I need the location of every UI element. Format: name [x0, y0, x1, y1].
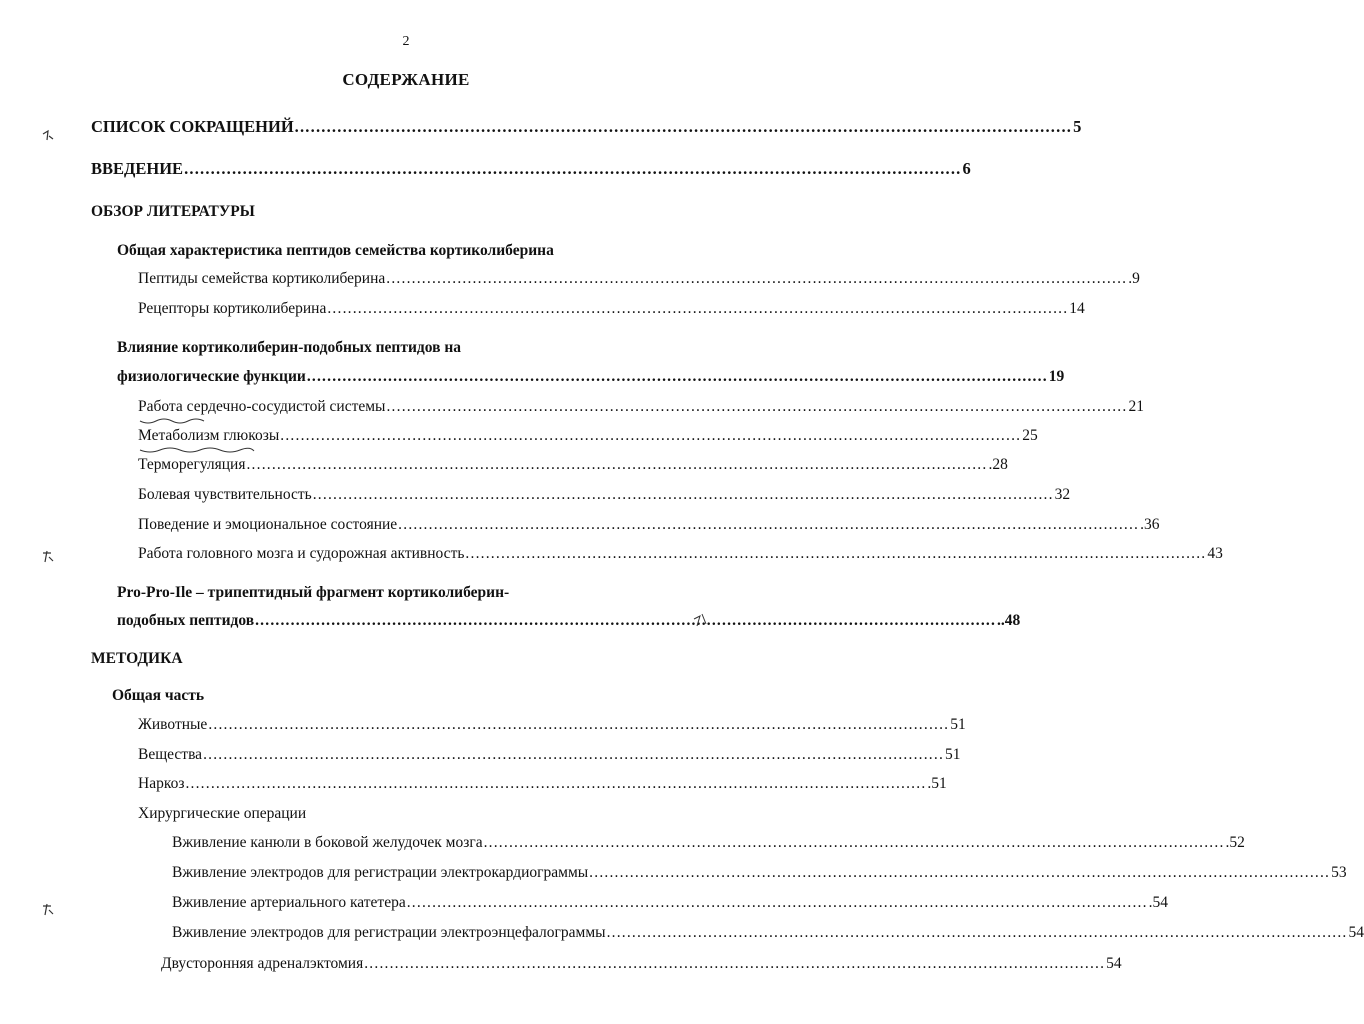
toc-entry-page: 21: [1128, 398, 1144, 415]
toc-entry-page: .54: [1148, 894, 1169, 911]
toc-entry-page: 54: [1348, 924, 1364, 941]
toc-entry-ppi-peptides[interactable]: [117, 612, 1021, 634]
leader-dots: ..................................................................................................................................................: [184, 159, 962, 178]
toc-entry-label: Болевая чувствительность: [138, 486, 312, 503]
toc-entry-cardiovascular[interactable]: [138, 398, 1144, 420]
leader-dots: ..................................................................................................................................................: [208, 716, 950, 733]
toc-entry-label: Пептиды семейства кортиколиберина: [138, 270, 386, 287]
toc-entry-anesthesia[interactable]: [138, 775, 947, 797]
toc-heading-influence[interactable]: Влияние кортиколиберин-подобных пептидов на: [117, 339, 462, 356]
toc-entry-pain[interactable]: [138, 486, 1071, 508]
toc-entry-label: Вживление артериального катетера: [172, 894, 406, 911]
toc-entry-page: ..48: [997, 612, 1021, 629]
toc-entry-ecg-electrodes[interactable]: [172, 864, 1347, 886]
toc-heading-ppi[interactable]: Pro-Pro-Ile – трипептидный фрагмент кортиколиберин-: [117, 584, 510, 601]
margin-scan-mark-icon: [40, 902, 56, 918]
toc-entry-page: 51: [945, 746, 961, 763]
toc-entry-page: 6: [962, 159, 971, 178]
toc-heading-methods[interactable]: МЕТОДИКА: [91, 650, 183, 667]
toc-entry-label: Метаболизм глюкозы: [138, 427, 280, 444]
toc-entry-label: Вживление канюли в боковой желудочек мозга: [172, 834, 483, 851]
toc-entry-adrenalectomy[interactable]: [161, 955, 1122, 977]
leader-dots: ..................................................................................................................................................: [294, 117, 1073, 136]
toc-entry-label: ВВЕДЕНИЕ: [91, 159, 184, 178]
toc-entry-page: 14: [1069, 300, 1085, 317]
toc-heading-literature-review[interactable]: ОБЗОР ЛИТЕРАТУРЫ: [91, 203, 255, 220]
toc-entry-page: .51: [927, 775, 947, 792]
margin-scan-mark-icon: [40, 549, 56, 565]
handwritten-underline: [138, 445, 258, 455]
leader-dots: ..................................................................................................................................................: [386, 398, 1128, 415]
toc-entry-page: 51: [950, 716, 966, 733]
leader-dots: ..................................................................................................................................................: [606, 924, 1348, 941]
toc-entry-abbreviations[interactable]: [91, 117, 1082, 139]
leader-dots: ..................................................................................................................................................: [483, 834, 1225, 851]
toc-entry-receptors[interactable]: [138, 300, 1085, 322]
toc-entry-label: Вживление электродов для регистрации электрокардиограммы: [172, 864, 589, 881]
toc-heading-surgery[interactable]: Хирургические операции: [138, 805, 307, 822]
toc-entry-page: .36: [1140, 516, 1160, 533]
leader-dots: ..................................................................................................................................................: [398, 516, 1140, 533]
toc-entry-page: .28: [988, 456, 1008, 473]
toc-entry-behavior[interactable]: [138, 516, 1160, 538]
toc-entry-label: СПИСОК СОКРАЩЕНИЙ: [91, 117, 294, 136]
toc-heading-general-characteristics[interactable]: Общая характеристика пептидов семейства кортиколиберина: [117, 242, 554, 259]
toc-entry-eeg-electrodes[interactable]: [172, 924, 1364, 946]
toc-entry-arterial-catheter[interactable]: [172, 894, 1169, 916]
toc-entry-label: Рецепторы кортиколиберина: [138, 300, 327, 317]
handwritten-underline: [138, 416, 208, 426]
toc-entry-introduction[interactable]: [91, 159, 971, 181]
toc-entry-label: Вживление электродов для регистрации электроэнцефалограммы: [172, 924, 606, 941]
leader-dots: ..................................................................................................................................................: [203, 746, 945, 763]
toc-entry-label: Двусторонняя адреналэктомия: [161, 955, 364, 972]
toc-entry-label: Работа головного мозга и судорожная активность: [138, 545, 465, 562]
leader-dots: ..................................................................................................................................................: [406, 894, 1148, 911]
toc-entry-thermoregulation[interactable]: [138, 456, 1008, 478]
page-number: 2: [402, 34, 410, 49]
toc-heading-general-part[interactable]: Общая часть: [112, 687, 205, 704]
toc-entry-page: 53: [1331, 864, 1347, 881]
leader-dots: ..................................................................................................................................................: [364, 955, 1106, 972]
toc-entry-page: 19: [1048, 368, 1065, 385]
leader-dots: ..................................................................................................................................................: [280, 427, 1022, 444]
page-title: СОДЕРЖАНИЕ: [342, 70, 470, 89]
toc-entry-cannula[interactable]: [172, 834, 1245, 856]
toc-entry-label: Терморегуляция: [138, 456, 246, 473]
toc-entry-label: Работа сердечно-сосудистой системы: [138, 398, 386, 415]
toc-entry-label: Поведение и эмоциональное состояние: [138, 516, 398, 533]
toc-entry-physiological-functions[interactable]: [117, 368, 1065, 390]
toc-entry-page: .52: [1225, 834, 1245, 851]
toc-entry-label: Животные: [138, 716, 208, 733]
toc-entry-page: .9: [1128, 270, 1140, 287]
toc-entry-label: физиологические функции: [117, 368, 306, 385]
toc-entry-page: 25: [1022, 427, 1038, 444]
leader-dots: ..................................................................................................................................................: [255, 612, 997, 629]
toc-entry-page: 43: [1207, 545, 1223, 562]
leader-dots: ..................................................................................................................................................: [246, 456, 988, 473]
toc-entry-substances[interactable]: [138, 746, 961, 768]
toc-entry-brain-activity[interactable]: [138, 545, 1223, 567]
leader-dots: ..................................................................................................................................................: [327, 300, 1069, 317]
leader-dots: ..................................................................................................................................................: [306, 368, 1048, 385]
toc-entry-page: 32: [1054, 486, 1071, 503]
handwritten-check-icon: [690, 610, 710, 630]
toc-entry-peptides-family[interactable]: [138, 270, 1140, 292]
margin-scan-mark-icon: [40, 128, 56, 144]
leader-dots: ..................................................................................................................................................: [185, 775, 927, 792]
leader-dots: ..................................................................................................................................................: [589, 864, 1331, 881]
toc-entry-label: Вещества: [138, 746, 203, 763]
toc-entry-label: подобных пептидов: [117, 612, 255, 629]
leader-dots: ..................................................................................................................................................: [312, 486, 1054, 503]
toc-entry-animals[interactable]: [138, 716, 966, 738]
leader-dots: ..................................................................................................................................................: [386, 270, 1128, 287]
toc-entry-page: 54: [1106, 955, 1122, 972]
leader-dots: ..................................................................................................................................................: [465, 545, 1207, 562]
toc-entry-page: 5: [1073, 117, 1082, 136]
toc-entry-label: Наркоз: [138, 775, 185, 792]
